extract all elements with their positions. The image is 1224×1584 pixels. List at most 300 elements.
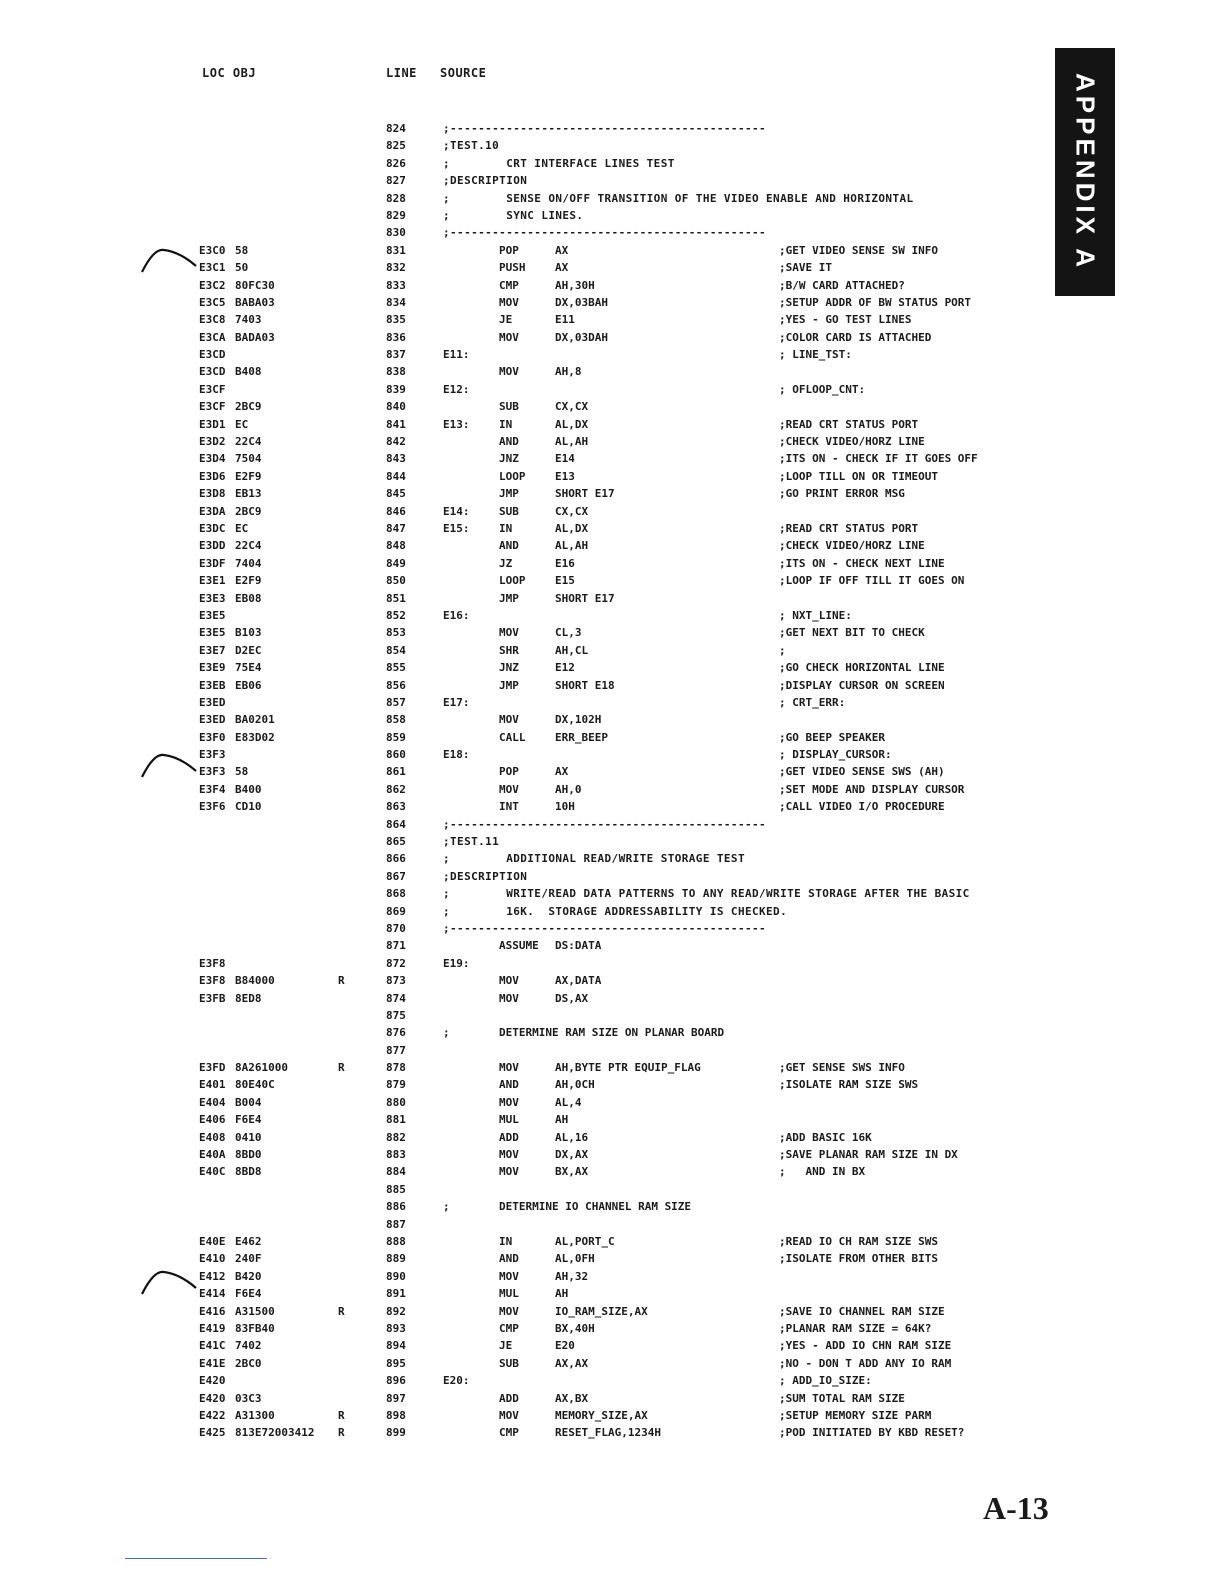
source-comment: ;POD INITIATED BY KBD RESET? [779, 1426, 965, 1440]
source-label: E11: [443, 348, 470, 362]
listing-row [0, 312, 1224, 329]
loc-address: E420 [199, 1391, 226, 1405]
source-comment: ;ADD BASIC 16K [779, 1130, 872, 1144]
source-operand: AL,AH [555, 539, 589, 553]
source-opcode: CALL [499, 730, 526, 744]
source-opcode: AND [499, 1252, 519, 1266]
source-opcode: JMP [499, 678, 519, 692]
source-operand: E13 [555, 469, 575, 483]
line-number: 830 [386, 226, 406, 240]
listing-row [0, 451, 1224, 468]
source-operand: AX,AX [555, 1356, 589, 1370]
line-number: 892 [386, 1304, 406, 1318]
source-operand: AX,DATA [555, 974, 602, 988]
object-code: F6E4 [235, 1113, 262, 1127]
listing-row [0, 191, 1224, 208]
line-number: 835 [386, 313, 406, 327]
listing-row [0, 504, 1224, 521]
source-comment: ;GO PRINT ERROR MSG [779, 487, 905, 501]
source-comment: ; [779, 643, 786, 657]
source-comment: ;LOOP IF OFF TILL IT GOES ON [779, 574, 965, 588]
loc-address: E3E7 [199, 643, 226, 657]
line-number: 886 [386, 1200, 406, 1214]
source-comment: ; AND IN BX [779, 1165, 866, 1179]
loc-address: E404 [199, 1095, 226, 1109]
source-operand: AH,30H [555, 278, 595, 292]
source-comment: ;B/W CARD ATTACHED? [779, 278, 905, 292]
source-opcode: MOV [499, 330, 519, 344]
object-code: 7404 [235, 556, 262, 570]
source-operand: AX [555, 261, 569, 275]
object-code: 22C4 [235, 435, 262, 449]
source-comment: ;GO BEEP SPEAKER [779, 730, 885, 744]
source-opcode: MOV [499, 1408, 519, 1422]
line-number: 827 [386, 174, 406, 188]
loc-address: E401 [199, 1078, 226, 1092]
line-number: 878 [386, 1061, 406, 1075]
object-code: B400 [235, 782, 262, 796]
listing-row [0, 382, 1224, 399]
source-label: ;--------------------------------------------- [443, 122, 767, 135]
line-number: 856 [386, 678, 406, 692]
listing-row [0, 121, 1224, 138]
source-opcode: JNZ [499, 661, 519, 675]
line-number: 863 [386, 800, 406, 814]
header-line: LINE [386, 66, 417, 80]
object-code: 2BC9 [235, 504, 262, 518]
source-label: ;TEST.10 [443, 139, 500, 153]
object-code: B420 [235, 1269, 262, 1283]
source-opcode: ADD [499, 1130, 519, 1144]
source-opcode: MOV [499, 1165, 519, 1179]
source-comment: ;LOOP TILL ON OR TIMEOUT [779, 469, 938, 483]
line-number: 893 [386, 1321, 406, 1335]
loc-address: E40A [199, 1148, 226, 1162]
source-operand: BX,AX [555, 1165, 589, 1179]
object-code: BADA03 [235, 330, 275, 344]
loc-address: E3FD [199, 1061, 226, 1075]
listing-row [0, 243, 1224, 260]
object-code: 813E72003412 [235, 1426, 315, 1440]
line-number: 884 [386, 1165, 406, 1179]
object-code: F6E4 [235, 1287, 262, 1301]
source-opcode: PUSH [499, 261, 526, 275]
listing-row [0, 1182, 1224, 1199]
source-comment: ; OFLOOP_CNT: [779, 382, 866, 396]
listing-row [0, 695, 1224, 712]
source-comment: ;SAVE IT [779, 261, 832, 275]
listing-row [0, 886, 1224, 903]
object-code: 80E40C [235, 1078, 275, 1092]
listing-row [0, 1199, 1224, 1216]
line-number: 885 [386, 1182, 406, 1196]
listing-row [0, 173, 1224, 190]
line-number: 843 [386, 452, 406, 466]
line-number: 883 [386, 1148, 406, 1162]
loc-address: E41C [199, 1339, 226, 1353]
object-code: E2F9 [235, 574, 262, 588]
object-code: 240F [235, 1252, 262, 1266]
listing-row [0, 1373, 1224, 1390]
loc-address: E3F0 [199, 730, 226, 744]
loc-address: E3CA [199, 330, 226, 344]
source-opcode: IN [499, 521, 513, 535]
source-opcode: MOV [499, 626, 519, 640]
source-comment: ;GET VIDEO SENSE SWS (AH) [779, 765, 945, 779]
object-code: 7504 [235, 452, 262, 466]
source-operand: AH,32 [555, 1269, 589, 1283]
listing-row [0, 347, 1224, 364]
header-source: SOURCE [440, 66, 487, 80]
source-operand: 10H [555, 800, 575, 814]
source-opcode: MOV [499, 1304, 519, 1318]
listing-row [0, 1425, 1224, 1442]
relocation-flag: R [338, 1061, 345, 1075]
source-opcode: SHR [499, 643, 519, 657]
loc-address: E40C [199, 1165, 226, 1179]
listing-row [0, 834, 1224, 851]
listing-row [0, 1269, 1224, 1286]
listing-row [0, 764, 1224, 781]
loc-address: E3E1 [199, 574, 226, 588]
object-code: 2BC9 [235, 400, 262, 414]
listing-row [0, 1077, 1224, 1094]
source-comment: ;READ CRT STATUS PORT [779, 521, 919, 535]
line-number: 861 [386, 765, 406, 779]
listing-row [0, 225, 1224, 242]
source-opcode: AND [499, 539, 519, 553]
source-comment: ;SETUP MEMORY SIZE PARM [779, 1408, 932, 1422]
listing-row [0, 1025, 1224, 1042]
source-comment: ;READ CRT STATUS PORT [779, 417, 919, 431]
source-comment: ;YES - GO TEST LINES [779, 313, 912, 327]
line-number: 879 [386, 1078, 406, 1092]
object-code: 50 [235, 261, 249, 275]
listing-row [0, 817, 1224, 834]
loc-address: E3DA [199, 504, 226, 518]
object-code: EC [235, 417, 249, 431]
source-opcode: AND [499, 1078, 519, 1092]
appendix-tab-label: APPENDIX A [1070, 73, 1101, 271]
source-operand: E20 [555, 1339, 575, 1353]
source-opcode: JE [499, 313, 513, 327]
loc-address: E3F3 [199, 765, 226, 779]
line-number: 868 [386, 887, 406, 901]
line-number: 882 [386, 1130, 406, 1144]
object-code: 58 [235, 243, 249, 257]
loc-address: E3E9 [199, 661, 226, 675]
line-number: 864 [386, 817, 406, 831]
line-number: 890 [386, 1269, 406, 1283]
source-label: ; 16K. STORAGE ADDRESSABILITY IS CHECKED. [443, 904, 788, 918]
source-opcode: MOV [499, 782, 519, 796]
loc-address: E3C1 [199, 261, 226, 275]
source-operand: AX,BX [555, 1391, 589, 1405]
line-number: 867 [386, 869, 406, 883]
source-label: E13: [443, 417, 470, 431]
source-operand: DX,AX [555, 1148, 589, 1162]
loc-address: E3F8 [199, 974, 226, 988]
source-operand: AH,8 [555, 365, 582, 379]
source-comment: ; LINE_TST: [779, 348, 852, 362]
source-comment: ;YES - ADD IO CHN RAM SIZE [779, 1339, 952, 1353]
listing-row [0, 260, 1224, 277]
line-number: 837 [386, 348, 406, 362]
loc-address: E41E [199, 1356, 226, 1370]
object-code: CD10 [235, 800, 262, 814]
listing-row [0, 1130, 1224, 1147]
listing-row [0, 712, 1224, 729]
loc-address: E3F8 [199, 956, 226, 970]
listing-row [0, 486, 1224, 503]
source-comment: ;ISOLATE RAM SIZE SWS [779, 1078, 919, 1092]
loc-address: E419 [199, 1321, 226, 1335]
line-number: 865 [386, 835, 406, 849]
loc-address: E40E [199, 1235, 226, 1248]
loc-address: E416 [199, 1304, 226, 1318]
source-operand: BX,40H [555, 1321, 595, 1335]
loc-address: E3F3 [199, 748, 226, 762]
source-comment: ;CHECK VIDEO/HORZ LINE [779, 435, 925, 449]
source-opcode: MUL [499, 1113, 519, 1127]
line-number: 889 [386, 1252, 406, 1266]
line-number: 860 [386, 748, 406, 762]
source-operand: DX,102H [555, 713, 602, 727]
source-operand: DS:DATA [555, 939, 602, 953]
line-number: 871 [386, 939, 406, 953]
listing-row [0, 1060, 1224, 1077]
line-number: 872 [386, 956, 406, 970]
listing-row [0, 330, 1224, 347]
line-number: 833 [386, 278, 406, 292]
source-operand: DX,03DAH [555, 330, 608, 344]
loc-address: E410 [199, 1252, 226, 1266]
line-number: 825 [386, 139, 406, 153]
source-opcode: MOV [499, 1095, 519, 1109]
header-loc-obj: LOC OBJ [202, 66, 257, 80]
listing-row [0, 747, 1224, 764]
source-opcode: POP [499, 765, 519, 779]
object-code: EB13 [235, 487, 262, 501]
line-number: 881 [386, 1113, 406, 1127]
loc-address: E3E5 [199, 608, 226, 622]
listing-row [0, 556, 1224, 573]
listing-row [0, 1164, 1224, 1181]
source-opcode: JMP [499, 487, 519, 501]
source-opcode: LOOP [499, 574, 526, 588]
line-number: 838 [386, 365, 406, 379]
source-comment: ;READ IO CH RAM SIZE SWS [779, 1235, 938, 1248]
source-comment: ; CRT_ERR: [779, 695, 846, 709]
source-opcode: ADD [499, 1391, 519, 1405]
line-number: 850 [386, 574, 406, 588]
source-operand: AX [555, 765, 569, 779]
source-opcode: IN [499, 1235, 513, 1248]
listing-row [0, 295, 1224, 312]
source-operand: E16 [555, 556, 575, 570]
source-label: ;TEST.11 [443, 835, 500, 849]
loc-address: E414 [199, 1287, 226, 1301]
source-comment: ;GET NEXT BIT TO CHECK [779, 626, 925, 640]
source-operand: AH [555, 1113, 569, 1127]
listing-row [0, 730, 1224, 747]
source-operand: AL,4 [555, 1095, 582, 1109]
object-code: A31500 [235, 1304, 275, 1318]
source-opcode: JZ [499, 556, 513, 570]
line-number: 870 [386, 921, 406, 935]
listing-row [0, 591, 1224, 608]
source-comment: ;SUM TOTAL RAM SIZE [779, 1391, 905, 1405]
source-opcode: INT [499, 800, 519, 814]
object-code: 03C3 [235, 1391, 262, 1405]
listing-row [0, 799, 1224, 816]
source-comment: ;ISOLATE FROM OTHER BITS [779, 1252, 938, 1266]
line-number: 862 [386, 782, 406, 796]
line-number: 849 [386, 556, 406, 570]
listing-row [0, 782, 1224, 799]
listing-row [0, 573, 1224, 590]
source-operand: DS,AX [555, 991, 589, 1005]
object-code: 75E4 [235, 661, 262, 675]
source-label: ;--------------------------------------------- [443, 226, 767, 240]
listing-row [0, 1321, 1224, 1338]
listing-row [0, 417, 1224, 434]
loc-address: E3C0 [199, 243, 226, 257]
line-number: 828 [386, 191, 406, 205]
listing-row [0, 1391, 1224, 1408]
loc-address: E3EB [199, 678, 226, 692]
listing-row [0, 538, 1224, 555]
listing-row [0, 1356, 1224, 1373]
bottom-rule [125, 1558, 267, 1559]
loc-address: E3ED [199, 695, 226, 709]
object-code: B004 [235, 1095, 262, 1109]
line-number: 858 [386, 713, 406, 727]
listing-row [0, 1217, 1224, 1234]
source-label: E16: [443, 608, 470, 622]
source-label: ;DESCRIPTION [443, 869, 528, 883]
listing-row [0, 1112, 1224, 1129]
listing-row [0, 208, 1224, 225]
object-code: E462 [235, 1235, 262, 1248]
relocation-flag: R [338, 1426, 345, 1440]
source-operand: IO_RAM_SIZE,AX [555, 1304, 648, 1318]
source-operand: AH,BYTE PTR EQUIP_FLAG [555, 1061, 701, 1075]
source-opcode: MOV [499, 974, 519, 988]
source-opcode: JMP [499, 591, 519, 605]
line-number: 896 [386, 1374, 406, 1388]
source-label: ; CRT INTERFACE LINES TEST [443, 156, 675, 170]
source-opcode: DETERMINE IO CHANNEL RAM SIZE [499, 1200, 692, 1214]
source-comment: ;NO - DON T ADD ANY IO RAM [779, 1356, 952, 1370]
listing-row [0, 1008, 1224, 1025]
line-number: 898 [386, 1408, 406, 1422]
object-code: 83FB40 [235, 1321, 275, 1335]
listing-row [0, 1043, 1224, 1060]
object-code: 8BD8 [235, 1165, 262, 1179]
source-opcode: POP [499, 243, 519, 257]
object-code: 7402 [235, 1339, 262, 1353]
object-code: EB08 [235, 591, 262, 605]
line-number: 859 [386, 730, 406, 744]
object-code: 0410 [235, 1130, 262, 1144]
loc-address: E3DC [199, 521, 226, 535]
object-code: EC [235, 521, 249, 535]
object-code: E2F9 [235, 469, 262, 483]
source-operand: AL,AH [555, 435, 589, 449]
source-operand: E11 [555, 313, 575, 327]
listing-row [0, 921, 1224, 938]
line-number: 851 [386, 591, 406, 605]
source-opcode: ASSUME [499, 939, 539, 953]
source-operand: SHORT E17 [555, 487, 615, 501]
loc-address: E3F6 [199, 800, 226, 814]
source-comment: ;GET VIDEO SENSE SW INFO [779, 243, 938, 257]
line-number: 853 [386, 626, 406, 640]
listing-row [0, 156, 1224, 173]
listing-row [0, 851, 1224, 868]
line-number: 891 [386, 1287, 406, 1301]
source-label: E14: [443, 504, 470, 518]
source-opcode: MOV [499, 713, 519, 727]
line-number: 839 [386, 382, 406, 396]
source-comment: ;ITS ON - CHECK NEXT LINE [779, 556, 945, 570]
source-operand: AL,0FH [555, 1252, 595, 1266]
source-label: ;--------------------------------------------- [443, 921, 767, 935]
source-label: ; SYNC LINES. [443, 208, 584, 222]
line-number: 887 [386, 1217, 406, 1231]
source-operand: AH [555, 1287, 569, 1301]
loc-address: E420 [199, 1374, 226, 1388]
object-code: B408 [235, 365, 262, 379]
loc-address: E3F4 [199, 782, 226, 796]
listing-row [0, 643, 1224, 660]
source-opcode: JE [499, 1339, 513, 1353]
source-comment: ;COLOR CARD IS ATTACHED [779, 330, 932, 344]
loc-address: E422 [199, 1408, 226, 1422]
listing-row [0, 608, 1224, 625]
source-opcode: CMP [499, 278, 519, 292]
source-opcode: MUL [499, 1287, 519, 1301]
source-operand: ERR_BEEP [555, 730, 608, 744]
listing-row [0, 660, 1224, 677]
source-operand: AL,16 [555, 1130, 589, 1144]
source-operand: AH,0CH [555, 1078, 595, 1092]
line-number: 875 [386, 1008, 406, 1022]
listing-row [0, 973, 1224, 990]
source-operand: AH,0 [555, 782, 582, 796]
loc-address: E3ED [199, 713, 226, 727]
object-code: BA0201 [235, 713, 275, 727]
loc-address: E3D4 [199, 452, 226, 466]
source-operand: CX,CX [555, 400, 589, 414]
source-comment: ;CHECK VIDEO/HORZ LINE [779, 539, 925, 553]
line-number: 848 [386, 539, 406, 553]
line-number: 894 [386, 1339, 406, 1353]
assembly-listing [0, 121, 1224, 1443]
listing-row [0, 869, 1224, 886]
source-operand: AH,CL [555, 643, 589, 657]
source-comment: ;DISPLAY CURSOR ON SCREEN [779, 678, 945, 692]
loc-address: E3D1 [199, 417, 226, 431]
line-number: 897 [386, 1391, 406, 1405]
source-opcode: LOOP [499, 469, 526, 483]
loc-address: E406 [199, 1113, 226, 1127]
source-operand: AX [555, 243, 569, 257]
source-opcode: MOV [499, 1269, 519, 1283]
line-number: 846 [386, 504, 406, 518]
listing-row [0, 904, 1224, 921]
